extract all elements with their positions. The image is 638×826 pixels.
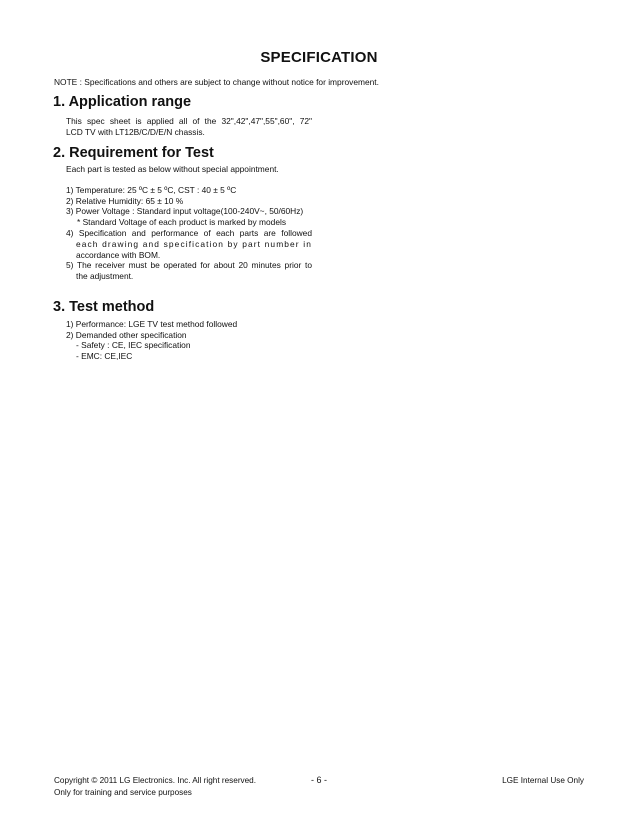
requirement-item-specification-line-2: each drawing and specification by part number in: [76, 239, 312, 249]
note-text: NOTE : Specifications and others are subject to change without notice for improvement.: [54, 77, 379, 87]
test-method-sub-safety: - Safety : CE, IEC specification: [76, 340, 191, 350]
requirement-item-power-voltage: 3) Power Voltage : Standard input voltage(100-240V~, 50/60Hz): [66, 206, 304, 216]
requirement-item-temperature: 1) Temperature: 25 ºC ± 5 ºC, CST : 40 ± 5 ºC: [66, 185, 237, 195]
requirement-item-specification-line-3: accordance with BOM.: [76, 250, 161, 260]
section-heading-test-method: 3. Test method: [53, 299, 155, 315]
section-heading-requirement-for-test: 2. Requirement for Test: [53, 145, 214, 161]
footer-page-number: - 6 -: [311, 775, 328, 785]
requirement-item-power-voltage-note: * Standard Voltage of each product is marked by models: [77, 217, 287, 227]
requirement-intro: Each part is tested as below without special appointment.: [66, 164, 279, 174]
requirement-item-warmup-line-1: 5) The receiver must be operated for about 20 minutes prior to: [66, 260, 312, 270]
section-heading-application-range: 1. Application range: [53, 94, 192, 110]
requirement-item-specification-line-1: 4) Specification and performance of each parts are followed: [66, 228, 312, 238]
requirement-item-humidity: 2) Relative Humidity: 65 ± 10 %: [66, 196, 184, 206]
application-range-line-1: This spec sheet is applied all of the 32",42",47",55",60", 72": [66, 116, 312, 126]
footer-internal-use: LGE Internal Use Only: [502, 776, 584, 785]
application-range-line-2: LCD TV with LT12B/C/D/E/N chassis.: [66, 127, 205, 137]
page-title: SPECIFICATION: [260, 49, 378, 66]
test-method-item-performance: 1) Performance: LGE TV test method followed: [66, 319, 238, 329]
test-method-sub-emc: - EMC: CE,IEC: [76, 351, 133, 361]
footer-copyright: Copyright © 2011 LG Electronics. Inc. All right reserved.: [54, 776, 257, 785]
requirement-item-warmup-line-2: the adjustment.: [76, 271, 134, 281]
footer-training-note: Only for training and service purposes: [54, 788, 192, 797]
test-method-item-demanded: 2) Demanded other specification: [66, 330, 187, 340]
